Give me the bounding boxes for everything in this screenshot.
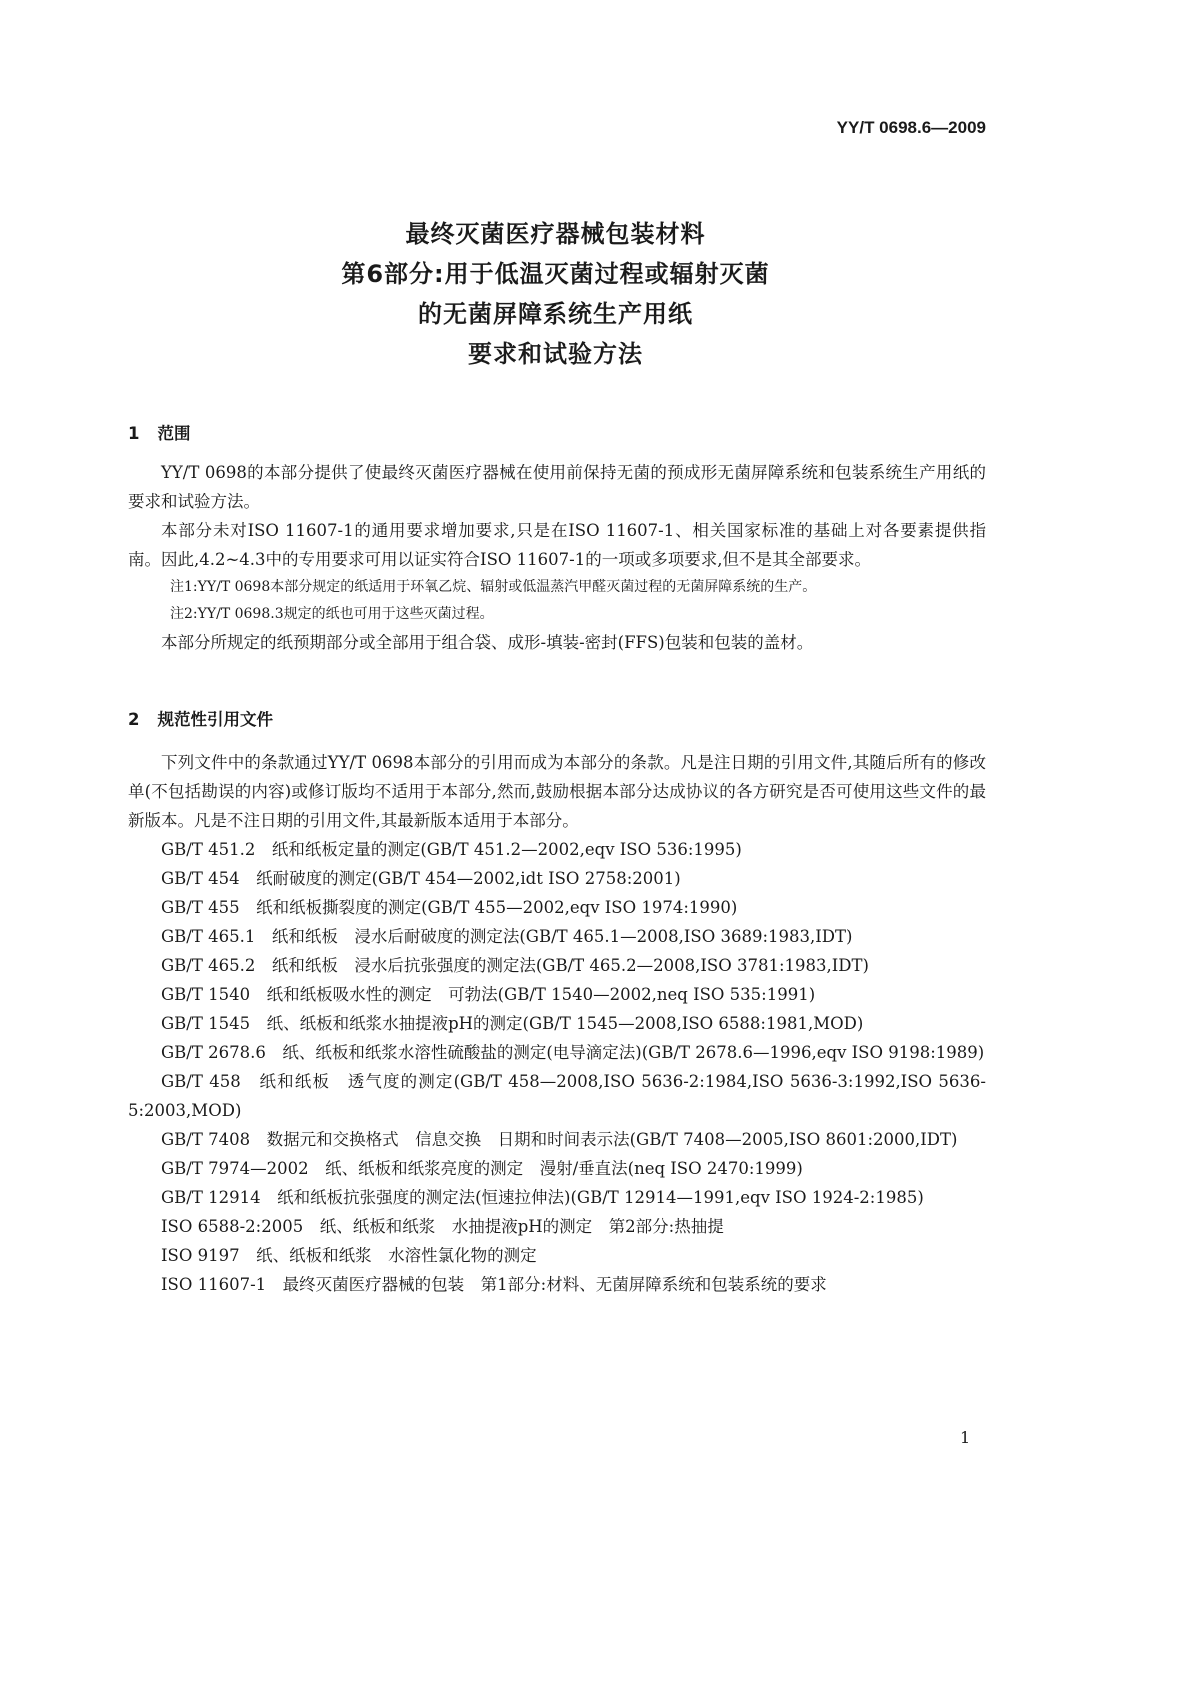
reference-item: GB/T 458 纸和纸板 透气度的测定(GB/T 458—2008,ISO 5636-2:1984,ISO 5636-3:1992,ISO 5636-5:2003,MOD) (128, 1072, 986, 1120)
reference-item: GB/T 2678.6 纸、纸板和纸浆水溶性硫酸盐的测定(电导滴定法)(GB/T 2678.6—1996,eqv ISO 9198:1989) (161, 1043, 985, 1062)
standard-number: YY/T 0698.6—2009 (836, 118, 986, 137)
paragraph: 下列文件中的条款通过YY/T 0698本部分的引用而成为本部分的条款。凡是注日期的引用文件,其随后所有的修改单(不包括勘误的内容)或修订版均不适用于本部分,然而,鼓励根据本部分达成协议的各方研究是否可使用这些文件的最新版本。凡是不注日期的引用文件,其最新版本适用于本部分。 (128, 753, 986, 830)
reference-item: GB/T 455 纸和纸板撕裂度的测定(GB/T 455—2002,eqv ISO 1974:1990) (161, 898, 738, 917)
paragraph: YY/T 0698的本部分提供了使最终灭菌医疗器械在使用前保持无菌的预成形无菌屏障系统和包装系统生产用纸的要求和试验方法。 (128, 463, 986, 511)
reference-item: GB/T 1540 纸和纸板吸水性的测定 可勃法(GB/T 1540—2002,neq ISO 535:1991) (161, 985, 816, 1004)
title-line: 第6部分:用于低温灭菌过程或辐射灭菌 (341, 260, 770, 288)
note: 注2:YY/T 0698.3规定的纸也可用于这些灭菌过程。 (170, 606, 494, 622)
reference-list (128, 835, 986, 1299)
section-heading (128, 420, 986, 444)
reference-item: GB/T 451.2 纸和纸板定量的测定(GB/T 451.2—2002,eqv ISO 536:1995) (161, 840, 742, 859)
reference-item: ISO 6588-2:2005 纸、纸板和纸浆 水抽提液pH的测定 第2部分:热抽提 (161, 1217, 724, 1236)
reference-item: GB/T 1545 纸、纸板和纸浆水抽提液pH的测定(GB/T 1545—2008,ISO 6588:1981,MOD) (161, 1014, 864, 1033)
reference-item: GB/T 7974—2002 纸、纸板和纸浆亮度的测定 漫射/垂直法(neq ISO 2470:1999) (161, 1159, 803, 1178)
title-line: 要求和试验方法 (468, 340, 643, 368)
section-number: 2 (128, 710, 140, 729)
title-line: 最终灭菌医疗器械包装材料 (405, 220, 706, 248)
section-title: 规范性引用文件 (157, 710, 273, 729)
reference-item: GB/T 7408 数据元和交换格式 信息交换 日期和时间表示法(GB/T 7408—2005,ISO 8601:2000,IDT) (161, 1130, 958, 1149)
section-number: 1 (128, 424, 140, 443)
reference-item: GB/T 465.1 纸和纸板 浸水后耐破度的测定法(GB/T 465.1—2008,ISO 3689:1983,IDT) (161, 927, 853, 946)
document-title (0, 214, 1111, 374)
reference-item: GB/T 12914 纸和纸板抗张强度的测定法(恒速拉伸法)(GB/T 12914—1991,eqv ISO 1924-2:1985) (161, 1188, 924, 1207)
reference-item: GB/T 454 纸耐破度的测定(GB/T 454—2002,idt ISO 2758:2001) (161, 869, 681, 888)
paragraph: 本部分所规定的纸预期部分或全部用于组合袋、成形-填装-密封(FFS)包装和包装的盖材。 (161, 633, 814, 652)
section-scope (128, 420, 986, 657)
paragraph: 本部分未对ISO 11607-1的通用要求增加要求,只是在ISO 11607-1、相关国家标准的基础上对各要素提供指南。因此,4.2~4.3中的专用要求可用以证实符合ISO 11607-1的一项或多项要求,但不是其全部要求。 (128, 521, 986, 569)
reference-item: ISO 9197 纸、纸板和纸浆 水溶性氯化物的测定 (161, 1246, 537, 1265)
section-title: 范围 (157, 424, 191, 443)
reference-item: GB/T 465.2 纸和纸板 浸水后抗张强度的测定法(GB/T 465.2—2008,ISO 3781:1983,IDT) (161, 956, 869, 975)
section-normative-references (128, 706, 986, 1299)
section-heading (128, 706, 986, 730)
page-number: 1 (960, 1428, 971, 1447)
note: 注1:YY/T 0698本部分规定的纸适用于环氧乙烷、辐射或低温蒸汽甲醛灭菌过程的无菌屏障系统的生产。 (170, 579, 817, 595)
reference-item: ISO 11607-1 最终灭菌医疗器械的包装 第1部分:材料、无菌屏障系统和包装系统的要求 (161, 1275, 827, 1294)
title-line: 的无菌屏障系统生产用纸 (418, 300, 693, 328)
